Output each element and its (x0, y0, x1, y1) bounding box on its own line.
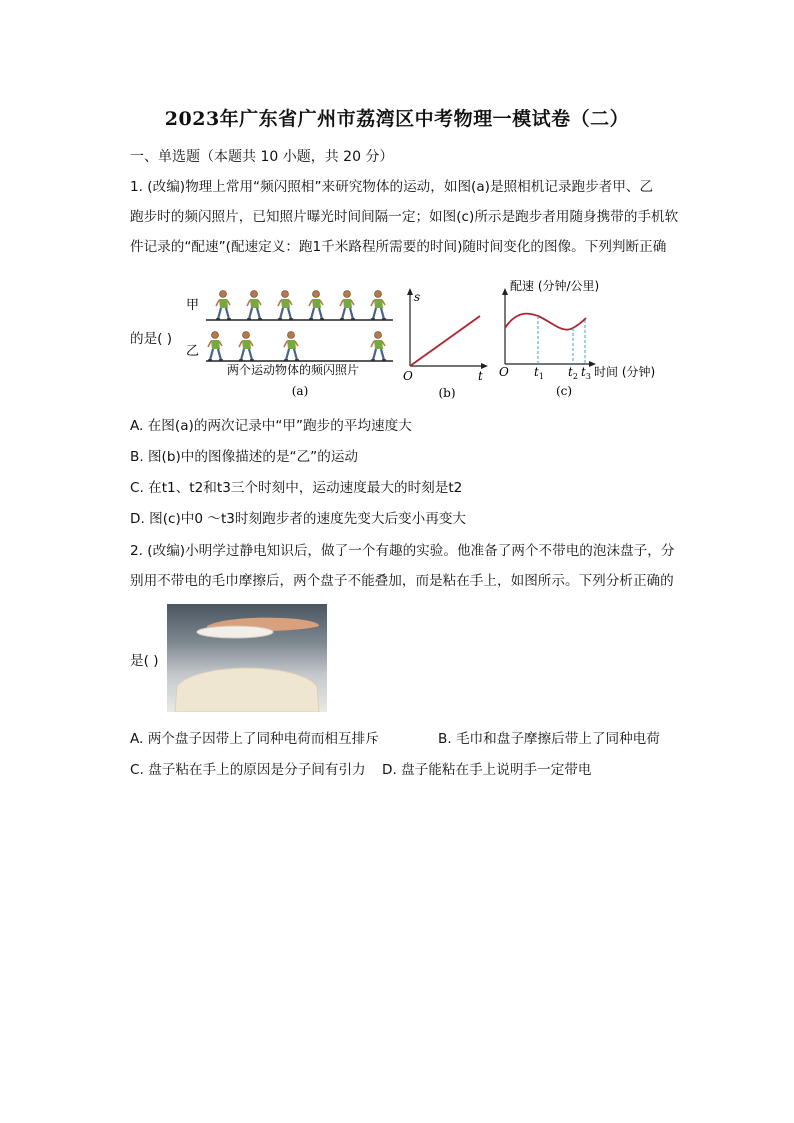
row-label-yi: 乙 (186, 344, 200, 359)
figure-b-label: (b) (438, 386, 456, 400)
page-title: 2023年广东省广州市荔湾区中考物理一模试卷（二） (164, 108, 630, 130)
figure-c-curve (505, 314, 586, 330)
figure-b-x-label: t (478, 369, 483, 383)
plates-photo (167, 604, 327, 712)
runner-jia-4 (309, 291, 324, 320)
runner-jia-6 (371, 291, 386, 320)
q1-line-3: 件记录的“配速”(配速定义：跑1千米路程所需要的时间)随时间变化的图像。下列判断正确 (130, 239, 667, 255)
section-heading: 一、单选题（本题共 10 小题，共 20 分） (130, 149, 394, 165)
q2-line-3: 是( ) (130, 653, 159, 669)
runner-jia-2 (247, 291, 262, 320)
figure-b-y-label: s (414, 290, 421, 304)
q2-option-a[interactable]: A. 两个盘子因带上了同种电荷而相互排斥 (130, 731, 379, 747)
figure-c (496, 276, 664, 402)
figure-c-t3: $t_3$ (581, 365, 591, 381)
q2-line-1: 2. (改编)小明学过静电知识后，做了一个有趣的实验。他准备了两个不带电的泡沫盘子，分 (130, 543, 675, 559)
figure-c-x-label: 时间 (分钟) (594, 365, 656, 379)
question-2 (130, 536, 692, 596)
runner-jia-5 (340, 291, 355, 320)
figure-c-y-arrow (502, 288, 508, 295)
figure-c-origin: O (499, 365, 509, 379)
runner-yi-4 (371, 332, 386, 361)
q1-option-d[interactable]: D. 图(c)中0 ～t3时刻跑步者的速度先变大后变小再变大 (130, 511, 467, 527)
figure-a-label: (a) (291, 384, 309, 398)
runner-jia-3 (278, 291, 293, 320)
runners-yi (208, 332, 386, 361)
runner-yi-1 (208, 332, 223, 361)
q1-line-2: 跑步时的频闪照片，已知照片曝光时间间隔一定；如图(c)所示是跑步者用随身携带的手机软 (130, 209, 679, 225)
q1-option-a[interactable]: A. 在图(a)的两次记录中“甲”跑步的平均速度大 (130, 418, 412, 434)
question-1 (130, 172, 692, 262)
runners-jia (216, 291, 386, 320)
q2-option-c[interactable]: C. 盘子粘在手上的原因是分子间有引力 (130, 762, 366, 778)
runner-yi-3 (284, 332, 299, 361)
figure-b-line (410, 316, 480, 366)
plates-photo-svg (167, 604, 327, 712)
figure-b-y-arrow (407, 288, 413, 295)
figure-c-t2: $t_2$ (568, 365, 578, 381)
figure-a-caption: 两个运动物体的频闪照片 (226, 363, 360, 377)
runner-jia-1 (216, 291, 231, 320)
q1-line-1: 1. (改编)物理上常用“频闪照相”来研究物体的运动，如图(a)是照相机记录跑步者甲、乙 (130, 179, 654, 195)
q2-option-d[interactable]: D. 盘子能粘在手上说明手一定带电 (382, 762, 592, 778)
q1-option-c[interactable]: C. 在t1、t2和t3三个时刻中，运动速度最大的时刻是t2 (130, 480, 463, 496)
row-label-jia: 甲 (186, 298, 200, 313)
q1-line-4: 的是( ) (130, 331, 173, 347)
runner-yi-2 (239, 332, 254, 361)
figure-b-origin: O (403, 369, 413, 383)
figure-c-t1: $t_1$ (534, 365, 544, 381)
q2-option-b[interactable]: B. 毛巾和盘子摩擦后带上了同种电荷 (438, 731, 660, 747)
q1-option-b[interactable]: B. 图(b)中的图像描述的是“乙”的运动 (130, 449, 359, 465)
figure-b (400, 284, 492, 402)
figure-c-label: (c) (555, 384, 573, 398)
top-plate (197, 626, 273, 638)
q2-line-2: 别用不带电的毛巾摩擦后，两个盘子不能叠加，而是粘在手上，如图所示。下列分析正确的 (130, 573, 674, 589)
figure-c-y-label: 配速 (分钟/公里) (510, 279, 600, 293)
bottom-plate (175, 668, 319, 712)
figure-a-svg (183, 282, 393, 402)
